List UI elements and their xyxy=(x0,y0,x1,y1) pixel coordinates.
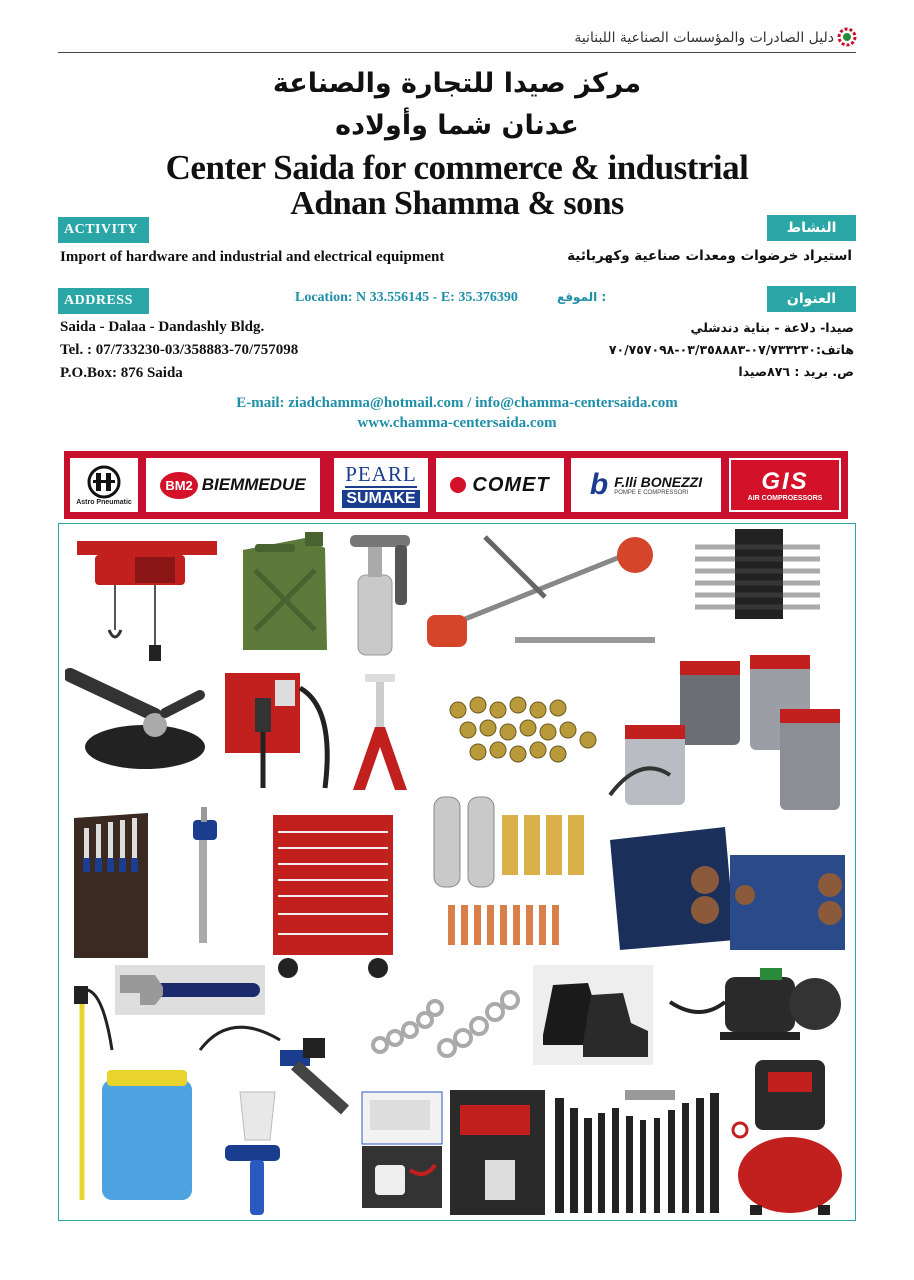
jack-stand-icon xyxy=(345,672,415,792)
spray-gun-icon xyxy=(340,525,420,660)
chisel-set-icon xyxy=(72,808,150,960)
activity-text-ar: استيراد خرضوات ومعدات صناعية وكهربائية xyxy=(567,248,852,264)
company-subname-ar: عدنان شما وأولاده xyxy=(335,110,579,141)
comet-dot-icon xyxy=(450,477,466,493)
location-label-ar: : الموقع xyxy=(557,290,607,304)
air-polisher-icon xyxy=(65,665,210,775)
mig-nozzles-icon xyxy=(428,793,593,948)
wrench-set-icon xyxy=(680,527,830,632)
gear-leaf-logo-icon xyxy=(836,26,858,48)
address-line1: Saida - Dalaa - Dandashly Bldg. xyxy=(60,319,265,335)
brand-biemmedue xyxy=(146,458,320,512)
sumake-name: SUMAKE xyxy=(342,490,419,508)
address-line1-ar: صيدا- دلاعة - بناية دندشلي xyxy=(690,320,854,335)
air-compressor-icon xyxy=(730,1050,845,1215)
fuel-pump-icon xyxy=(220,668,335,798)
email-link[interactable]: E-mail: ziadchamma@hotmail.com / info@chamma-centersaida.com xyxy=(236,395,678,411)
header-divider xyxy=(58,52,856,53)
gis-name: GIS xyxy=(761,467,809,495)
comet-name: COMET xyxy=(472,473,550,496)
electric-hoist-icon xyxy=(75,535,220,665)
address-pobox-ar: ص. بريد : ٨٧٦صيدا xyxy=(738,364,854,379)
eye-bolts-icon xyxy=(365,970,520,1070)
surface-prep-kit-icon xyxy=(605,825,850,955)
knapsack-sprayer-icon xyxy=(62,980,197,1210)
biemmedue-name: BIEMMEDUE xyxy=(201,475,306,494)
location-coordinates: Location: N 33.556145 - E: 35.376390 xyxy=(295,290,518,305)
bm2-mark: BM2 xyxy=(160,472,197,499)
brand-astro-pneumatic xyxy=(70,458,138,512)
company-subname-en: Adnan Shamma & sons xyxy=(290,185,624,222)
activity-label: ACTIVITY xyxy=(58,217,149,243)
activity-label-ar: النشاط xyxy=(767,215,856,241)
gravity-spray-gun-icon xyxy=(215,1090,295,1220)
address-label: ADDRESS xyxy=(58,288,149,314)
bonezzi-sub: POMPE E COMPRESSORI xyxy=(614,490,689,496)
jump-starter-icon xyxy=(360,1090,445,1210)
wet-dry-vacuum-icon xyxy=(600,645,845,825)
bonezzi-mark: b xyxy=(589,468,609,501)
activity-text: Import of hardware and industrial and electrical equipment xyxy=(60,249,445,265)
gis-sub: AIR COMPROESSORS xyxy=(747,494,823,502)
rivet-nuts-icon xyxy=(438,680,606,780)
website-link[interactable]: www.chamma-centersaida.com xyxy=(357,415,557,431)
brand-astro-name: Astro Pneumatic xyxy=(76,498,132,506)
brand-comet xyxy=(436,458,564,512)
safety-shoes-icon xyxy=(533,965,653,1065)
brand-gis xyxy=(729,458,841,512)
company-name-ar: مركز صيدا للتجارة والصناعة xyxy=(272,68,642,99)
jerry-can-icon xyxy=(235,530,333,655)
address-label-ar: العنوان xyxy=(767,286,856,312)
bit-holder-icon xyxy=(185,805,225,945)
address-phone: Tel. : 07/733230-03/358883-70/757098 xyxy=(60,342,299,358)
tool-cabinet-icon xyxy=(268,810,398,980)
brand-bonezzi xyxy=(571,458,721,512)
directory-title: دليل الصادرات والمؤسسات الصناعية اللبنانية xyxy=(574,30,834,46)
astro-pneumatic-logo-icon xyxy=(84,465,124,499)
bonezzi-name: F.lli BONEZZI xyxy=(614,474,703,490)
address-phone-ar: هاتف:٠٧/٧٣٣٢٣٠-٠٣/٣٥٨٨٨٣-٧٠/٧٥٧٠٩٨ xyxy=(608,342,854,357)
brush-cutter-icon xyxy=(425,527,665,657)
company-name-en: Center Saida for commerce & industrial xyxy=(165,148,749,187)
electric-pump-icon xyxy=(665,962,845,1047)
address-pobox: P.O.Box: 876 Saida xyxy=(60,365,183,381)
brand-pearl-sumake xyxy=(334,458,428,512)
pearl-name: PEARL xyxy=(345,462,417,486)
car-engine-jump-icon xyxy=(450,1090,545,1215)
punch-set-icon xyxy=(550,1088,728,1218)
